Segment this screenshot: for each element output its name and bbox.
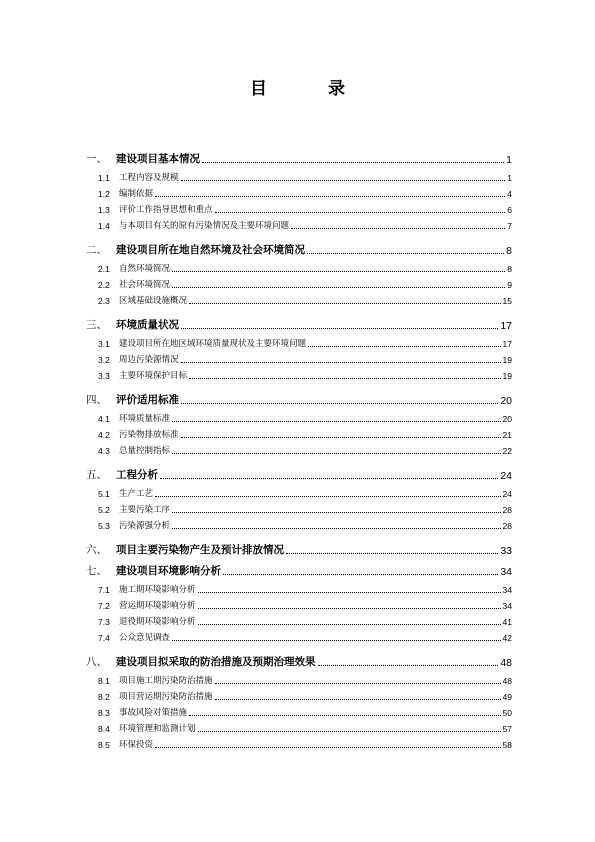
toc-entry-label: 污染源强分析 xyxy=(119,521,171,531)
toc-entry-page: 22 xyxy=(502,446,512,456)
toc-section-entry[interactable] xyxy=(86,429,512,440)
toc-dot-leader xyxy=(286,553,498,554)
toc-dot-leader xyxy=(181,362,501,363)
toc-section-entry[interactable] xyxy=(86,220,512,231)
toc-entry-number: 4.1 xyxy=(98,414,110,424)
toc-chapter-entry[interactable] xyxy=(86,543,512,557)
toc-dot-leader xyxy=(155,496,501,497)
toc-entry-number: 3.1 xyxy=(98,339,110,349)
toc-entry-number: 8.1 xyxy=(98,676,110,686)
toc-dot-leader xyxy=(198,624,501,625)
toc-entry-number: 七、 xyxy=(86,565,107,577)
toc-section-entry[interactable] xyxy=(86,723,512,734)
toc-entry-label: 事故风险对策措施 xyxy=(119,708,188,718)
toc-dot-leader xyxy=(189,378,501,379)
toc-entry-number: 5.2 xyxy=(98,505,110,515)
toc-dot-leader xyxy=(155,196,505,197)
toc-entry-page: 33 xyxy=(500,545,512,557)
toc-section-entry[interactable] xyxy=(86,338,512,349)
toc-entry-label: 建设项目所在地区域环境质量现状及主要环境问题 xyxy=(119,339,307,349)
toc-entry-page: 8 xyxy=(506,245,512,257)
toc-entry-page: 17 xyxy=(500,320,512,332)
toc-entry-label: 编制依据 xyxy=(119,189,154,199)
toc-entry-label: 评价适用标准 xyxy=(116,394,179,406)
toc-entry-label: 退役期环境影响分析 xyxy=(119,617,196,627)
toc-chapter-entry[interactable] xyxy=(86,468,512,482)
toc-entry-label: 项目主要污染物产生及预计排放情况 xyxy=(116,544,284,556)
toc-entry-number: 2.1 xyxy=(98,264,110,274)
toc-entry-page: 17 xyxy=(502,339,512,349)
toc-dot-leader xyxy=(155,747,501,748)
toc-entry-page: 34 xyxy=(500,566,512,578)
toc-dot-leader xyxy=(215,212,506,213)
toc-dot-leader xyxy=(198,731,501,732)
toc-entry-number: 一、 xyxy=(86,153,107,165)
toc-dot-leader xyxy=(160,478,498,479)
toc-dot-leader xyxy=(181,403,498,404)
toc-entry-page: 1 xyxy=(507,173,512,183)
toc-entry-label: 项目施工期污染防治措施 xyxy=(119,676,213,686)
toc-section-entry[interactable] xyxy=(86,691,512,702)
toc-entry-number: 五、 xyxy=(86,469,107,481)
toc-entry-label: 自然环境简况 xyxy=(119,264,171,274)
toc-entry-page: 20 xyxy=(500,395,512,407)
toc-entry-number: 3.3 xyxy=(98,371,110,381)
toc-entry-page: 48 xyxy=(500,657,512,669)
toc-section-entry[interactable] xyxy=(86,584,512,595)
toc-dot-leader xyxy=(189,715,501,716)
toc-entry-page: 9 xyxy=(507,280,512,290)
toc-section-entry[interactable] xyxy=(86,520,512,531)
toc-entry-number: 4.2 xyxy=(98,430,110,440)
toc-section-entry[interactable] xyxy=(86,279,512,290)
toc-section-entry[interactable] xyxy=(86,263,512,274)
toc-entry-number: 三、 xyxy=(86,319,107,331)
toc-section-entry[interactable] xyxy=(86,295,512,306)
toc-entry-label: 区域基础设施概况 xyxy=(119,296,188,306)
toc-dot-leader xyxy=(308,346,501,347)
toc-entry-page: 50 xyxy=(502,708,512,718)
toc-entry-number: 7.1 xyxy=(98,585,110,595)
toc-entry-number: 1.1 xyxy=(98,173,110,183)
toc-entry-page: 21 xyxy=(502,430,512,440)
toc-entry-page: 24 xyxy=(502,489,512,499)
toc-entry-number: 5.3 xyxy=(98,521,110,531)
toc-dot-leader xyxy=(172,421,501,422)
page-title: 目 录 xyxy=(250,79,367,99)
toc-entry-page: 1 xyxy=(506,154,512,166)
toc-entry-label: 营运期环境影响分析 xyxy=(119,601,196,611)
toc-section-entry[interactable] xyxy=(86,413,512,424)
toc-chapter-entry[interactable] xyxy=(86,318,512,332)
toc-dot-leader xyxy=(318,665,499,666)
toc-entry-page: 19 xyxy=(502,355,512,365)
toc-entry-page: 34 xyxy=(502,601,512,611)
toc-entry-label: 环境质量状况 xyxy=(116,319,179,331)
toc-entry-page: 15 xyxy=(502,296,512,306)
toc-entry-label: 建设项目所在地自然环境及社会环境简况 xyxy=(116,244,305,256)
toc-entry-number: 3.2 xyxy=(98,355,110,365)
toc-dot-leader xyxy=(172,640,501,641)
toc-section-entry[interactable] xyxy=(86,188,512,199)
toc-dot-leader xyxy=(307,253,504,254)
toc-entry-label: 环境质量标准 xyxy=(119,414,171,424)
toc-section-entry[interactable] xyxy=(86,488,512,499)
toc-entry-label: 主要污染工序 xyxy=(119,505,171,515)
toc-entry-page: 42 xyxy=(502,633,512,643)
toc-entry-number: 六、 xyxy=(86,544,107,556)
toc-entry-number: 二、 xyxy=(86,244,107,256)
toc-entry-number: 8.5 xyxy=(98,740,110,750)
toc-entry-label: 生产工艺 xyxy=(119,489,154,499)
toc-entry-label: 环保投资 xyxy=(119,740,154,750)
toc-section-entry[interactable] xyxy=(86,172,512,183)
toc-section-entry[interactable] xyxy=(86,632,512,643)
toc-entry-page: 8 xyxy=(507,264,512,274)
toc-entry-number: 1.4 xyxy=(98,221,110,231)
toc-entry-label: 社会环境简况 xyxy=(119,280,171,290)
toc-entry-label: 评价工作指导思想和重点 xyxy=(119,205,213,215)
toc-entry-label: 主要环境保护目标 xyxy=(119,371,188,381)
toc-chapter-entry[interactable] xyxy=(86,393,512,407)
toc-dot-leader xyxy=(181,180,506,181)
toc-entry-page: 6 xyxy=(507,205,512,215)
toc-dot-leader xyxy=(198,608,501,609)
toc-entry-number: 7.2 xyxy=(98,601,110,611)
toc-entry-number: 八、 xyxy=(86,656,107,668)
toc-entry-page: 49 xyxy=(502,692,512,702)
toc-section-entry[interactable] xyxy=(86,354,512,365)
toc-entry-label: 总量控制指标 xyxy=(119,446,171,456)
toc-entry-page: 4 xyxy=(507,189,512,199)
toc-section-entry[interactable] xyxy=(86,600,512,611)
toc-entry-page: 19 xyxy=(502,371,512,381)
toc-dot-leader xyxy=(181,328,498,329)
toc-dot-leader xyxy=(172,512,501,513)
toc-entry-label: 污染物排放标准 xyxy=(119,430,179,440)
toc-entry-number: 8.4 xyxy=(98,724,110,734)
toc-entry-number: 1.2 xyxy=(98,189,110,199)
toc-entry-number: 4.3 xyxy=(98,446,110,456)
toc-section-entry[interactable] xyxy=(86,739,512,750)
toc-entry-page: 48 xyxy=(502,676,512,686)
toc-entry-label: 工程分析 xyxy=(116,469,158,481)
toc-section-entry[interactable] xyxy=(86,707,512,718)
toc-entry-page: 7 xyxy=(507,221,512,231)
toc-entry-label: 周边污染源情况 xyxy=(119,355,179,365)
toc-entry-page: 57 xyxy=(502,724,512,734)
toc-entry-label: 建设项目基本情况 xyxy=(116,153,200,165)
toc-entry-number: 2.2 xyxy=(98,280,110,290)
toc-entry-number: 8.2 xyxy=(98,692,110,702)
toc-dot-leader xyxy=(172,453,501,454)
toc-entry-number: 1.3 xyxy=(98,205,110,215)
toc-dot-leader xyxy=(181,437,501,438)
toc-entry-number: 四、 xyxy=(86,394,107,406)
toc-dot-leader xyxy=(198,592,501,593)
toc-chapter-entry[interactable] xyxy=(86,152,512,166)
toc-dot-leader xyxy=(172,271,505,272)
toc-entry-label: 项目营运期污染防治措施 xyxy=(119,692,213,702)
toc-entry-label: 公众意见调查 xyxy=(119,633,171,643)
toc-dot-leader xyxy=(291,228,505,229)
toc-entry-number: 5.1 xyxy=(98,489,110,499)
toc-entry-page: 41 xyxy=(502,617,512,627)
toc-entry-page: 28 xyxy=(502,521,512,531)
toc-dot-leader xyxy=(172,287,505,288)
toc-dot-leader xyxy=(215,683,501,684)
toc-dot-leader xyxy=(215,699,501,700)
toc-entry-label: 建设项目环境影响分析 xyxy=(116,565,221,577)
toc-dot-leader xyxy=(172,528,501,529)
toc-section-entry[interactable] xyxy=(86,445,512,456)
toc-section-entry[interactable] xyxy=(86,204,512,215)
toc-entry-number: 8.3 xyxy=(98,708,110,718)
toc-entry-number: 7.3 xyxy=(98,617,110,627)
toc-entry-label: 施工期环境影响分析 xyxy=(119,585,196,595)
toc-chapter-entry[interactable] xyxy=(86,655,512,669)
toc-section-entry[interactable] xyxy=(86,616,512,627)
toc-entry-label: 与本项目有关的原有污染情况及主要环境问题 xyxy=(119,221,290,231)
toc-chapter-entry[interactable] xyxy=(86,243,512,257)
toc-dot-leader xyxy=(202,162,504,163)
toc-section-entry[interactable] xyxy=(86,370,512,381)
toc-entry-label: 环境管理和监测计划 xyxy=(119,724,196,734)
toc-entry-label: 建设项目拟采取的防治措施及预期治理效果 xyxy=(116,656,316,668)
toc-section-entry[interactable] xyxy=(86,675,512,686)
toc-entry-number: 2.3 xyxy=(98,296,110,306)
toc-chapter-entry[interactable] xyxy=(86,564,512,578)
toc-entry-page: 28 xyxy=(502,505,512,515)
toc-section-entry[interactable] xyxy=(86,504,512,515)
toc-entry-page: 34 xyxy=(502,585,512,595)
toc-dot-leader xyxy=(189,303,501,304)
toc-entry-number: 7.4 xyxy=(98,633,110,643)
toc-entry-page: 24 xyxy=(500,470,512,482)
toc-entry-page: 58 xyxy=(502,740,512,750)
toc-entry-label: 工程内容及规模 xyxy=(119,173,179,183)
toc-dot-leader xyxy=(223,574,498,575)
toc-entry-page: 20 xyxy=(502,414,512,424)
